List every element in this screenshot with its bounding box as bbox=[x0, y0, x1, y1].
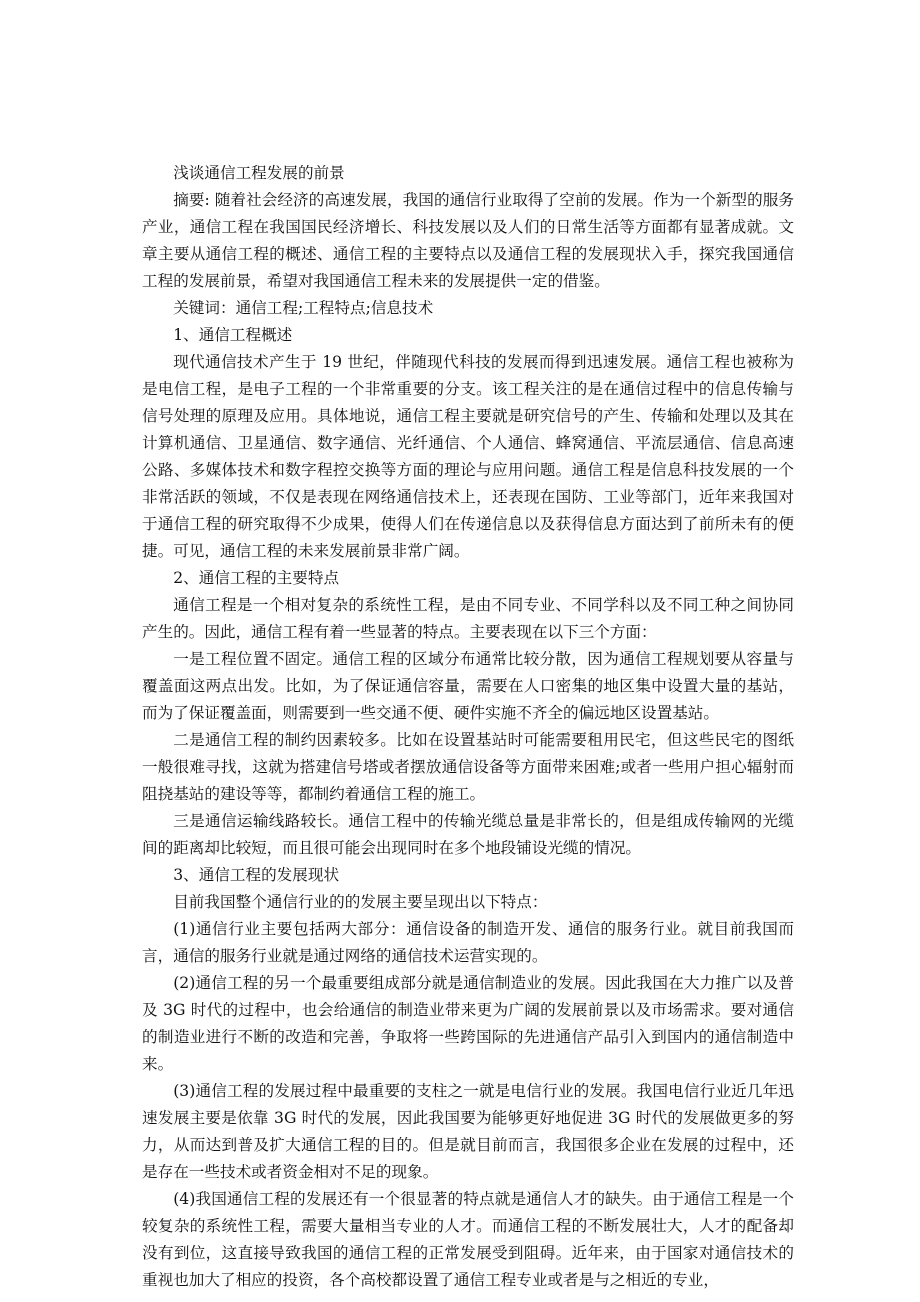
keywords-line: 关键词：通信工程;工程特点;信息技术 bbox=[173, 299, 434, 317]
section-heading-3: 3、通信工程的发展现状 bbox=[173, 866, 340, 884]
abstract-paragraph: 摘要: 随着社会经济的高速发展，我国的通信行业取得了空前的发展。作为一个新型的服务产业，通信工程在我国国民经济增长、科技发展以及人们的日常生活等方面都有显著成就。文章主要从通信工程的概述、通信工程的主要特点以及通信工程的发展现状入手，探究我国通信工程的发展前景，希望对我国通信工程未来的发展提供一定的借鉴。 bbox=[142, 191, 794, 290]
document-title: 浅谈通信工程发展的前景 bbox=[173, 164, 345, 182]
document-body bbox=[142, 160, 794, 1294]
body-paragraph: 一是工程位置不固定。通信工程的区域分布通常比较分散，因为通信工程规划要从容量与覆盖面这两点出发。比如，为了保证通信容量，需要在人口密集的地区集中设置大量的基站，而为了保证覆盖面，则需要到一些交通不便、硬件实施不齐全的偏远地区设置基站。 bbox=[142, 650, 794, 722]
body-paragraph: 现代通信技术产生于 19 世纪，伴随现代科技的发展而得到迅速发展。通信工程也被称为是电信工程，是电子工程的一个非常重要的分支。该工程关注的是在通信过程中的信息传输与信号处理的原理及应用。具体地说，通信工程主要就是研究信号的产生、传输和处理以及其在计算机通信、卫星通信、数字通信、光纤通信、个人通信、蜂窝通信、平流层通信、信息高速公路、多媒体技术和数字程控交换等方面的理论与应用问题。通信工程是信息科技发展的一个非常活跃的领域，不仅是表现在网络通信技术上，还表现在国防、工业等部门，近年来我国对于通信工程的研究取得不少成果，使得人们在传递信息以及获得信息方面达到了前所未有的便捷。可见，通信工程的未来发展前景非常广阔。 bbox=[142, 353, 794, 560]
section-heading-2: 2、通信工程的主要特点 bbox=[173, 569, 340, 587]
list-item-paragraph: (2)通信工程的另一个最重要组成部分就是通信制造业的发展。因此我国在大力推广以及普及 3G 时代的过程中，也会给通信的制造业带来更为广阔的发展前景以及市场需求。要对通信的制造业进行不断的改造和完善，争取将一些跨国际的先进通信产品引入到国内的通信制造中来。 bbox=[142, 974, 794, 1073]
body-paragraph: 通信工程是一个相对复杂的系统性工程，是由不同专业、不同学科以及不同工种之间协同产生的。因此，通信工程有着一些显著的特点。主要表现在以下三个方面： bbox=[142, 596, 794, 641]
list-item-paragraph: (4)我国通信工程的发展还有一个很显著的特点就是通信人才的缺失。由于通信工程是一个较复杂的系统性工程，需要大量相当专业的人才。而通信工程的不断发展壮大，人才的配备却没有到位，这直接导致我国的通信工程的正常发展受到阻碍。近年来，由于国家对通信技术的重视也加大了相应的投资，各个高校都设置了通信工程专业或者是与之相近的专业， bbox=[142, 1190, 794, 1289]
body-paragraph: 二是通信工程的制约因素较多。比如在设置基站时可能需要租用民宅，但这些民宅的图纸一般很难寻找，这就为搭建信号塔或者摆放通信设备等方面带来困难;或者一些用户担心辐射而阻挠基站的建设等等，都制约着通信工程的施工。 bbox=[142, 731, 794, 803]
section-heading-1: 1、通信工程概述 bbox=[173, 326, 293, 344]
body-paragraph: 三是通信运输线路较长。通信工程中的传输光缆总量是非常长的，但是组成传输网的光缆间的距离却比较短，而且很可能会出现同时在多个地段铺设光缆的情况。 bbox=[142, 812, 794, 857]
body-paragraph: 目前我国整个通信行业的的发展主要呈现出以下特点： bbox=[173, 893, 548, 911]
list-item-paragraph: (3)通信工程的发展过程中最重要的支柱之一就是电信行业的发展。我国电信行业近几年迅速发展主要是依靠 3G 时代的发展，因此我国要为能够更好地促进 3G 时代的发展做更多的努力，从而达到普及扩大通信工程的目的。但是就目前而言，我国很多企业在发展的过程中，还是存在一些技术或者资金相对不足的现象。 bbox=[142, 1082, 794, 1181]
list-item-paragraph: (1)通信行业主要包括两大部分：通信设备的制造开发、通信的服务行业。就目前我国而言，通信的服务行业就是通过网络的通信技术运营实现的。 bbox=[142, 920, 794, 965]
